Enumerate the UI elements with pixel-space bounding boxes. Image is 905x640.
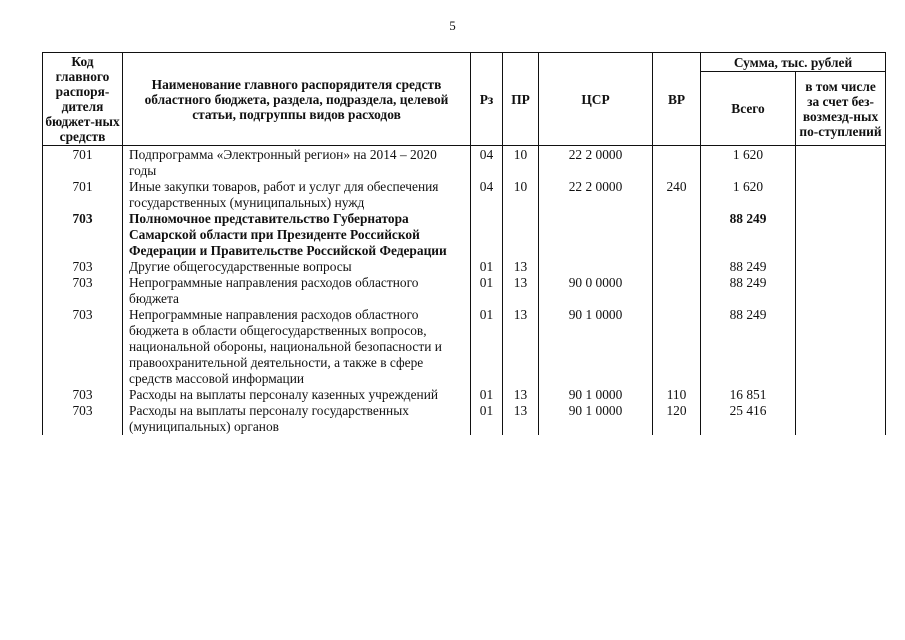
cell-rz: 04 [471,179,503,211]
cell-csr: 90 1 0000 [539,307,653,387]
cell-name: Полномочное представительство Губернатора Самарской области при Президенте Российской Федерации и Правительстве Российской Федерации [123,211,471,259]
cell-total: 88 249 [701,307,796,387]
cell-incl [796,146,886,180]
cell-incl [796,403,886,435]
header-rz: Рз [471,53,503,146]
cell-vr [653,307,701,387]
header-code: Код главного распоря-дителя бюджет-ных средств [43,53,123,146]
cell-name: Непрограммные направления расходов областного бюджета [123,275,471,307]
cell-csr: 22 2 0000 [539,146,653,180]
cell-incl [796,307,886,387]
page-number: 5 [449,18,456,33]
header-csr: ЦСР [539,53,653,146]
header-vr: ВР [653,53,701,146]
table-row [43,387,886,403]
cell-vr [653,259,701,275]
cell-rz: 01 [471,259,503,275]
cell-rz: 01 [471,403,503,435]
table-header [43,53,886,146]
cell-code: 703 [43,275,123,307]
cell-incl [796,211,886,259]
cell-name: Расходы на выплаты персоналу государственных (муниципальных) органов [123,403,471,435]
cell-total: 88 249 [701,275,796,307]
cell-csr [539,211,653,259]
cell-code: 701 [43,146,123,180]
cell-vr [653,275,701,307]
cell-total: 1 620 [701,179,796,211]
cell-total: 1 620 [701,146,796,180]
cell-pr: 13 [503,259,539,275]
cell-csr: 90 1 0000 [539,403,653,435]
cell-pr: 10 [503,146,539,180]
cell-code: 703 [43,307,123,387]
table-row [43,275,886,307]
cell-rz: 01 [471,275,503,307]
cell-code: 703 [43,403,123,435]
header-total: Всего [701,72,796,146]
cell-code: 701 [43,179,123,211]
cell-code: 703 [43,211,123,259]
cell-pr: 13 [503,403,539,435]
cell-incl [796,179,886,211]
cell-name: Иные закупки товаров, работ и услуг для обеспечения государственных (муниципальных) нужд [123,179,471,211]
cell-vr [653,211,701,259]
cell-rz [471,211,503,259]
cell-vr [653,146,701,180]
table-row [43,403,886,435]
cell-incl [796,387,886,403]
cell-total: 88 249 [701,259,796,275]
cell-name: Другие общегосударственные вопросы [123,259,471,275]
header-name: Наименование главного распорядителя средств областного бюджета, раздела, подраздела, целевой статьи, подгруппы видов расходов [123,53,471,146]
cell-name: Подпрограмма «Электронный регион» на 2014 – 2020 годы [123,146,471,180]
cell-total: 25 416 [701,403,796,435]
cell-pr [503,211,539,259]
cell-csr: 90 1 0000 [539,387,653,403]
cell-rz: 01 [471,307,503,387]
cell-csr: 22 2 0000 [539,179,653,211]
cell-name: Непрограммные направления расходов областного бюджета в области общегосударственных вопросов, национальной обороны, национальной безопасности и правоохранительной деятельности, а также в сфере средств массовой информации [123,307,471,387]
budget-table [42,52,886,435]
cell-vr: 110 [653,387,701,403]
cell-code: 703 [43,259,123,275]
cell-incl [796,275,886,307]
cell-rz: 04 [471,146,503,180]
table-body [43,146,886,436]
cell-vr: 240 [653,179,701,211]
cell-incl [796,259,886,275]
cell-total: 88 249 [701,211,796,259]
table-row [43,179,886,211]
cell-rz: 01 [471,387,503,403]
cell-code: 703 [43,387,123,403]
cell-total: 16 851 [701,387,796,403]
table-row [43,307,886,387]
cell-csr [539,259,653,275]
cell-pr: 13 [503,307,539,387]
cell-csr: 90 0 0000 [539,275,653,307]
cell-pr: 10 [503,179,539,211]
cell-name: Расходы на выплаты персоналу казенных учреждений [123,387,471,403]
table-row [43,259,886,275]
cell-pr: 13 [503,387,539,403]
cell-vr: 120 [653,403,701,435]
table-row [43,146,886,180]
header-incl: в том числе за счет без-возмезд-ных по-ступлений [796,72,886,146]
header-pr: ПР [503,53,539,146]
header-sum: Сумма, тыс. рублей [701,53,886,72]
cell-pr: 13 [503,275,539,307]
table-row [43,211,886,259]
